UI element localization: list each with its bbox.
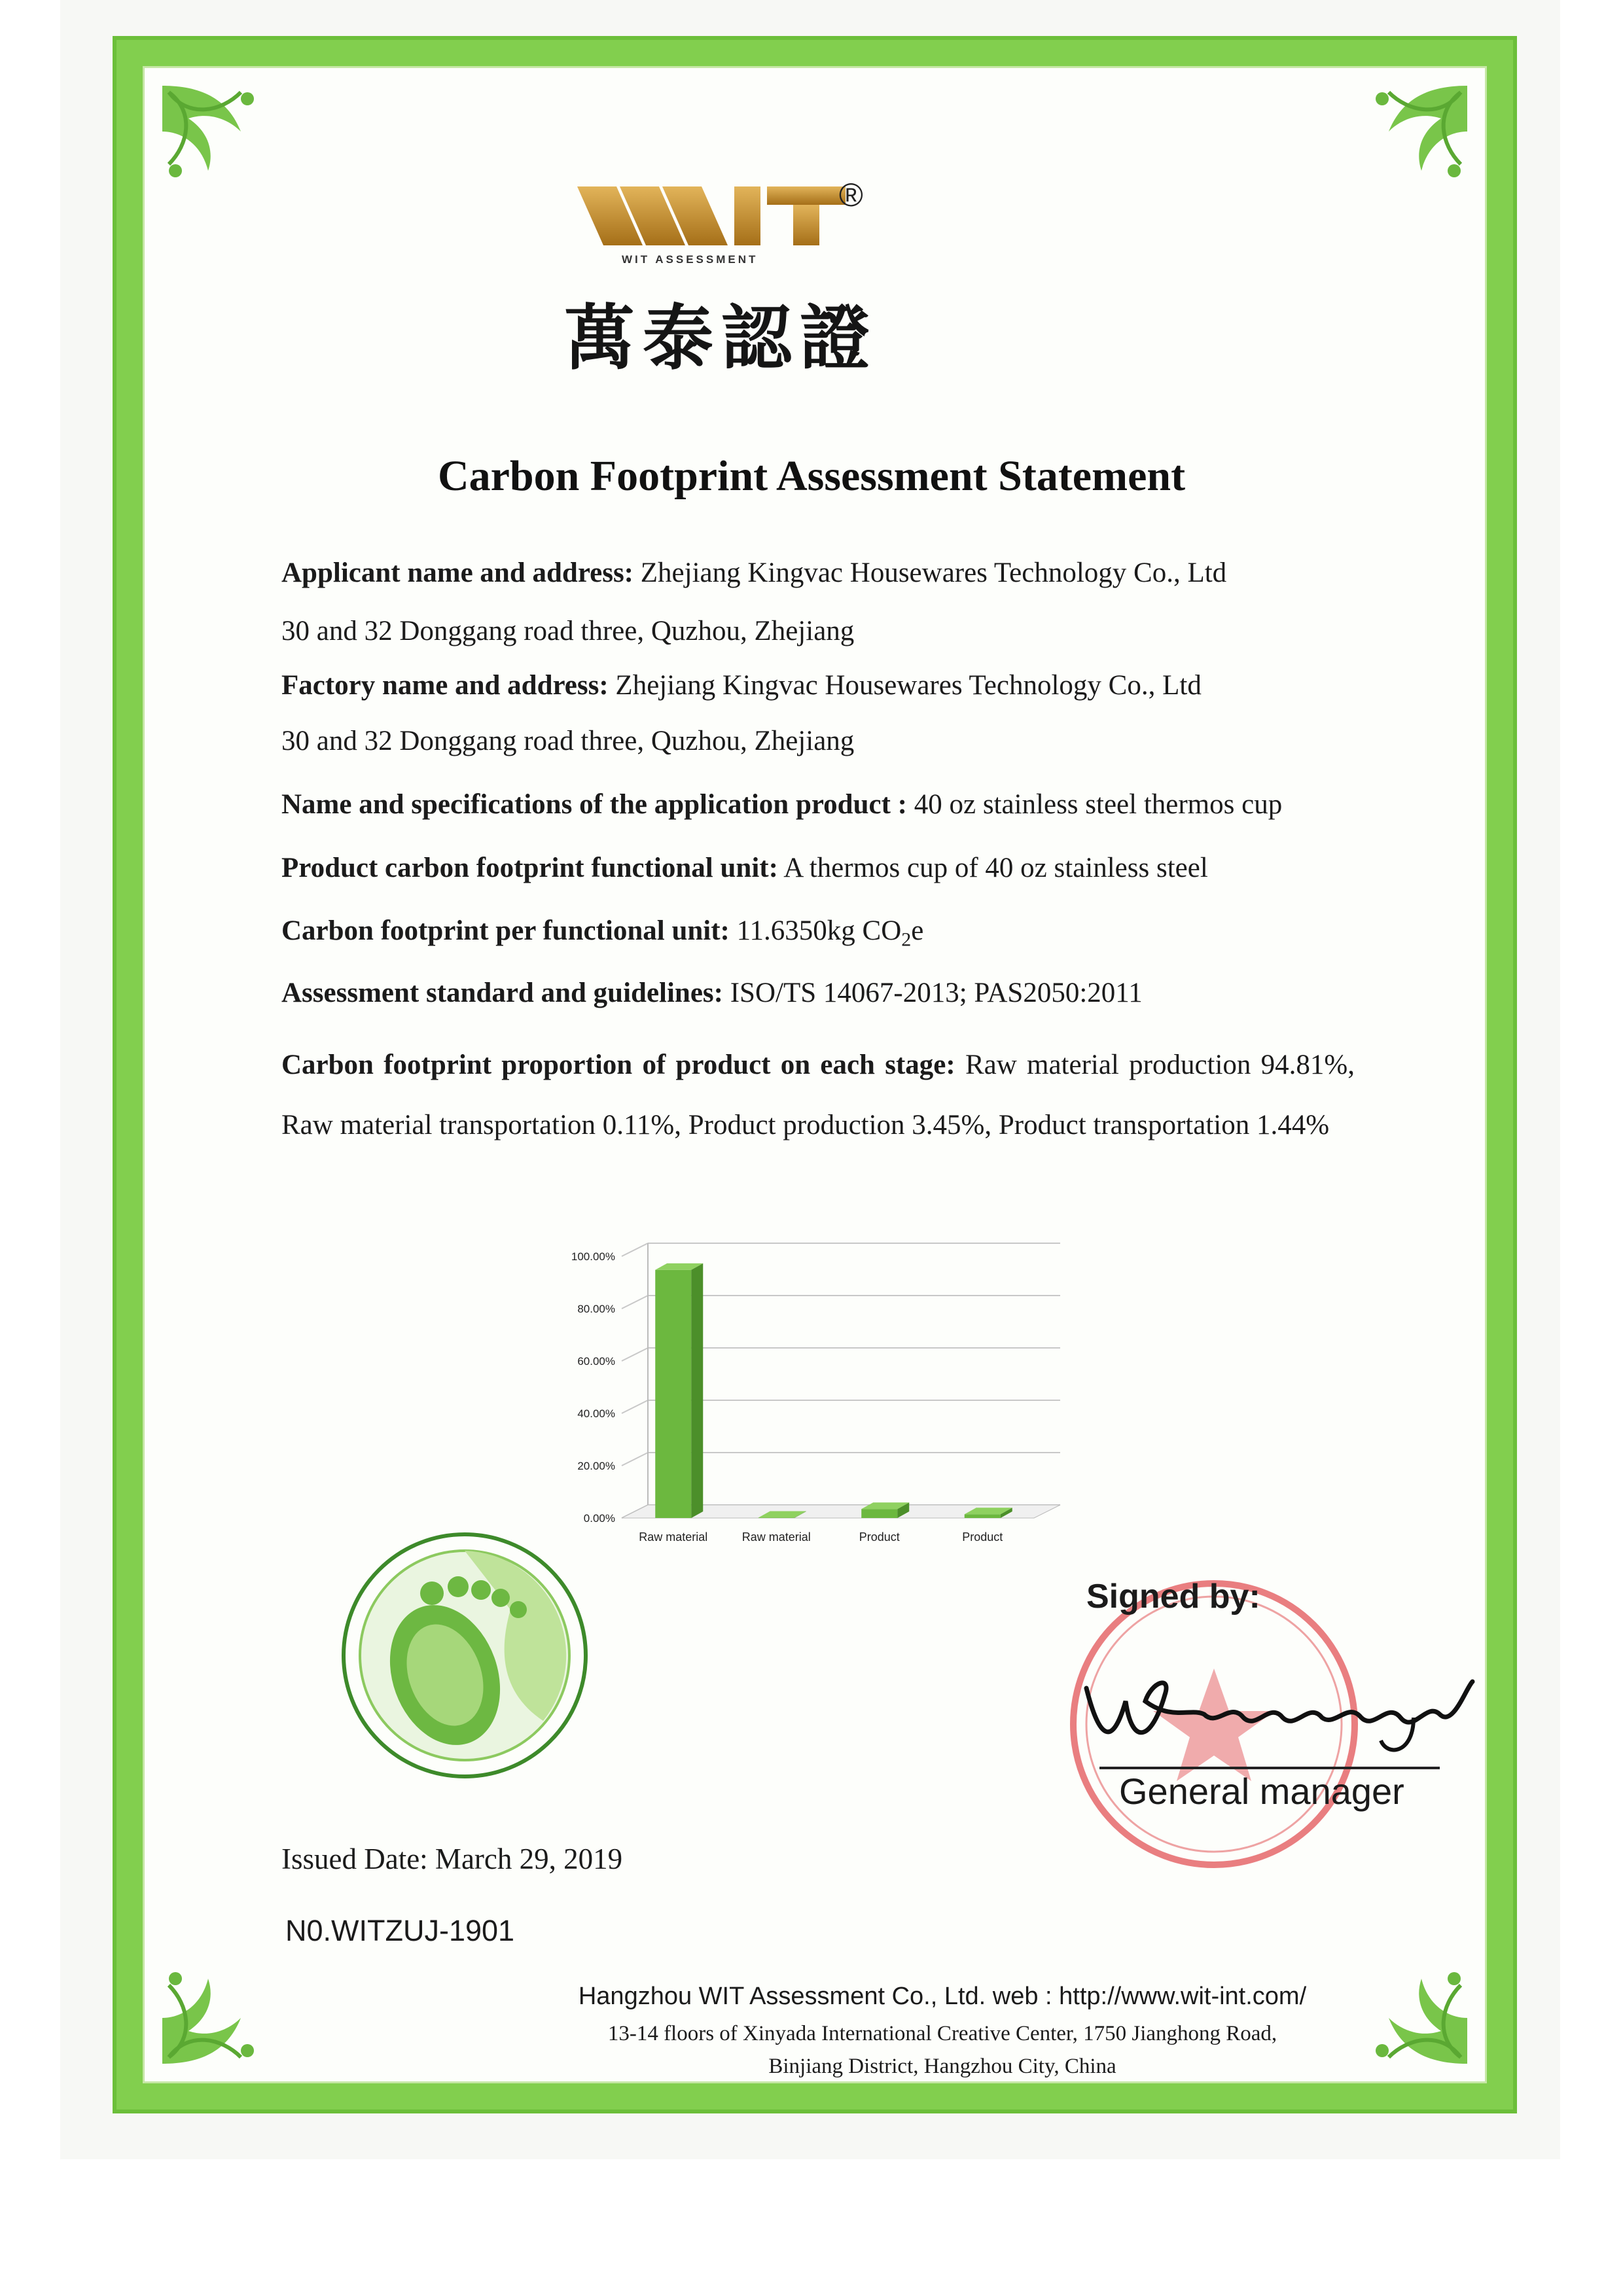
factory-name: Zhejiang Kingvac Housewares Technology Co., Ltd xyxy=(615,670,1202,701)
applicant-address: 30 and 32 Donggang road three, Quzhou, Zhejiang xyxy=(281,616,855,646)
logo-chinese-name: 萬泰認證 xyxy=(564,298,879,380)
proportion-label: Carbon footprint proportion of product on each stage: xyxy=(281,1050,955,1080)
functional-unit-row xyxy=(281,852,1381,884)
standard-value: ISO/TS 14067-2013; PAS2050:2011 xyxy=(730,978,1143,1008)
y-tick-label: 40.00% xyxy=(577,1407,615,1420)
signature-line xyxy=(1099,1767,1440,1769)
y-tick-label: 80.00% xyxy=(577,1303,615,1315)
functional-unit-value: A thermos cup of 40 oz stainless steel xyxy=(783,853,1208,883)
wit-logo-icon xyxy=(571,167,872,265)
page-title: Carbon Footprint Assessment Statement xyxy=(437,452,1186,500)
gridline xyxy=(622,1296,648,1309)
y-tick-label: 60.00% xyxy=(577,1355,615,1368)
bar-side xyxy=(691,1263,703,1518)
footer-company: Hangzhou WIT Assessment Co., Ltd. web : http://www.wit-int.com/ xyxy=(578,1983,1307,2010)
standard-label: Assessment standard and guidelines: xyxy=(281,978,723,1008)
gridline xyxy=(622,1348,648,1361)
certificate-number: N0.WITZUJ-1901 xyxy=(285,1914,515,1947)
x-tick-label: Product xyxy=(962,1530,1003,1544)
factory-label: Factory name and address: xyxy=(281,670,609,701)
factory-address: 30 and 32 Donggang road three, Quzhou, Zhejiang xyxy=(281,726,855,756)
x-tick-label: Raw material xyxy=(741,1530,811,1544)
signed-by-label: Signed by: xyxy=(1086,1578,1260,1616)
y-tick-label: 0.00% xyxy=(583,1512,615,1525)
factory-block xyxy=(281,669,1361,703)
gridline xyxy=(622,1400,648,1413)
product-row xyxy=(281,788,1381,821)
bar xyxy=(655,1270,691,1518)
carbon-footprint-emblem-icon xyxy=(334,1525,596,1786)
footer-address-line2: Binjiang District, Hangzhou City, China xyxy=(768,2055,1116,2078)
product-label: Name and specifications of the application product : xyxy=(281,789,907,820)
product-value: 40 oz stainless steel thermos cup xyxy=(914,789,1283,820)
footprint-row xyxy=(281,915,1381,951)
functional-unit-label: Product carbon footprint functional unit: xyxy=(281,853,778,883)
handwritten-signature xyxy=(1073,1662,1479,1760)
y-tick-label: 100.00% xyxy=(571,1250,615,1263)
gridline xyxy=(622,1453,648,1466)
logo-subtitle: WIT ASSESSMENT xyxy=(622,253,758,266)
gridline xyxy=(622,1243,648,1256)
footprint-label: Carbon footprint per functional unit: xyxy=(281,915,730,946)
ornament-icon xyxy=(149,73,313,236)
footprint-subscript: 2 xyxy=(901,928,912,951)
issued-date: Issued Date: March 29, 2019 xyxy=(281,1843,623,1875)
x-tick-label: Raw material xyxy=(639,1530,708,1544)
bar xyxy=(965,1514,1001,1518)
ornament-icon xyxy=(1317,73,1480,236)
y-tick-label: 20.00% xyxy=(577,1460,615,1472)
footer-address-line1: 13-14 floors of Xinyada International Creative Center, 1750 Jianghong Road, xyxy=(607,2022,1277,2045)
applicant-label: Applicant name and address: xyxy=(281,557,634,588)
signatory-role: General manager xyxy=(1119,1771,1404,1812)
footprint-value: 11.6350kg CO xyxy=(736,915,902,946)
x-tick-label: Product xyxy=(859,1530,900,1544)
registered-mark: ® xyxy=(839,177,863,213)
stage-proportion-chart xyxy=(543,1230,1080,1570)
bar xyxy=(861,1509,897,1518)
applicant-name: Zhejiang Kingvac Housewares Technology Co., Ltd xyxy=(640,557,1227,588)
standard-row xyxy=(281,977,1381,1009)
proportion-value: Raw material production 94.81%, Raw material transportation 0.11%, Product production 3.45%, Product transportation 1.44% xyxy=(281,1050,1355,1140)
applicant-block xyxy=(281,556,1361,590)
proportion-block xyxy=(281,1035,1355,1156)
footprint-suffix: e xyxy=(911,915,924,946)
